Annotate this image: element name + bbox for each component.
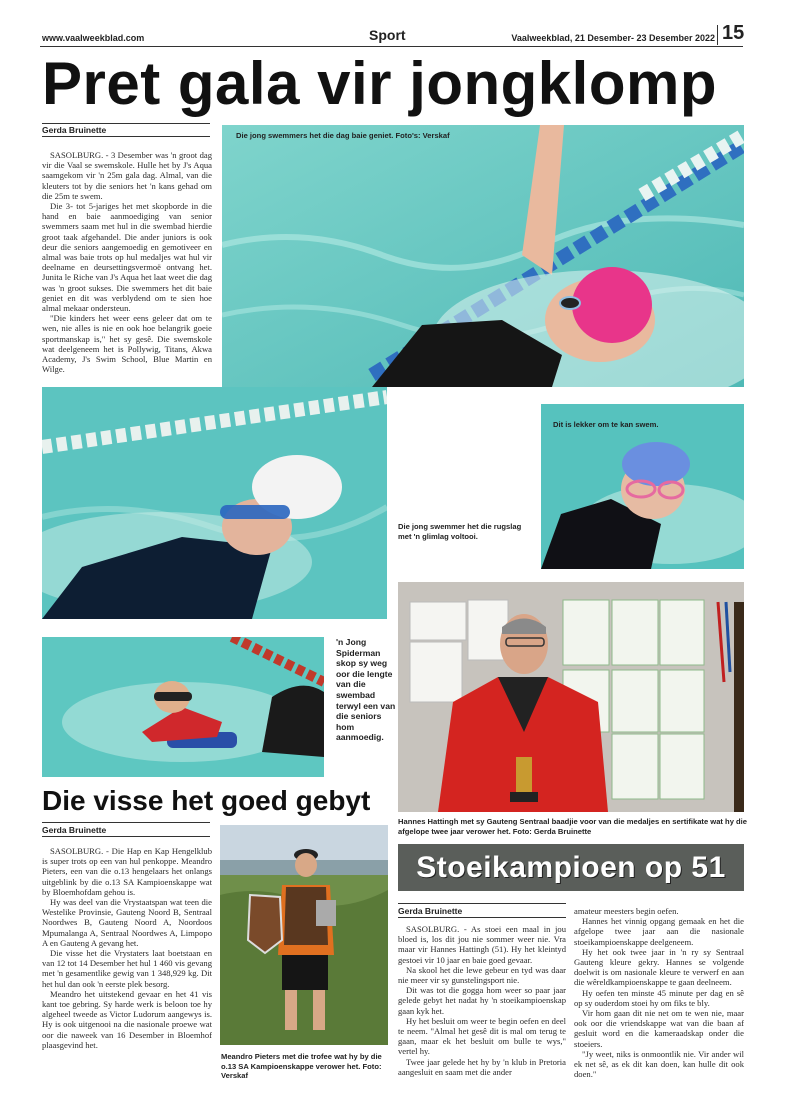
article2-byline: Gerda Bruinette [42, 825, 107, 835]
article2-paragraph: SASOLBURG. - Die Hap en Kap Hengelklub is super trots op een van hul penkoppe. Meandro Pieters, een van die o.13 hengelaars het onlangs uitgeblink by die o.13 SA Kampioenskappe wat by Bloemhofdam gehou is. [42, 846, 212, 897]
page-number: 15 [722, 22, 745, 44]
main-swimmer-photo [222, 125, 744, 387]
article3-paragraph: Hy oefen ten minste 45 minute per dag en sê op sy ouderdom stoei hy om fiks te bly. [574, 987, 744, 1008]
article3-byline: Gerda Bruinette [398, 906, 463, 916]
issue-date: Vaalweekblad, 21 Desember- 23 Desember 2022 [511, 33, 715, 43]
article3-paragraph: Twee jaar gelede het hy by 'n klub in Pretoria aangesluit en saam met die ander [398, 1056, 566, 1077]
article2-body [42, 846, 212, 1050]
byline-rule [398, 917, 566, 918]
article2-headline: Die visse het goed gebyt [42, 785, 371, 816]
meandro-caption: Meandro Pieters met die trofee wat hy by die o.13 SA Kampioenskappe verower het. Foto: Verskaf [221, 1052, 382, 1081]
article3-paragraph: Hy het ook twee jaar in 'n ry sy Sentraal Gauteng kleure gekry. Hannes se volgende doelwit is om nasionale kleure te verwerf en aan die wêreldkampioenskappe te gaan deelneem. [574, 946, 744, 988]
article3-body-col2 [574, 906, 744, 1079]
article3-headline: Stoeikampioen op 51 [416, 851, 726, 884]
main-photo-caption: Die jong swemmers het die dag baie geniet. Foto's: Verskaf [236, 131, 450, 140]
website-url: www.vaalweekblad.com [42, 33, 145, 43]
byline-rule [42, 136, 210, 137]
backstroke-caption: Die jong swemmer het die rugslag met 'n glimlag voltooi. [398, 522, 522, 541]
article1-body [42, 150, 212, 374]
article3-paragraph: amateur meesters begin oefen. [574, 906, 679, 916]
article2-paragraph: Hy was deel van die Vrystaatspan wat teen die Westelike Provinsie, Gauteng Noord B, Sentraal Noordwes B, Gauteng Noord A, Noordoos Mpumalanga A, Sentraal Noordwes A, Limpopo A en Gauteng A gevang het. [42, 897, 212, 948]
article3-body-col1 [398, 924, 566, 1077]
article2-paragraph: Die visse het die Vrystaters laat boetstaan en van 12 tot 14 Desember het hul 1 460 vis gevang met 'n gesamentlike gewig van 1 348,929 kg. Dit het hul dan ook 'n eerste plek besorg. [42, 948, 212, 989]
hannes-photo-caption: Hannes Hattingh met sy Gauteng Sentraal baadjie voor van die medaljes en sertifikate wat hy die afgelope twee jaar verower het. Foto: Gerda Bruinette [398, 817, 747, 836]
blue-cap-caption: Dit is lekker om te kan swem. [553, 420, 659, 429]
article3-paragraph: "Jy weet, niks is onmoontlik nie. Vir ander wil ek net sê, as ek dit kan doen, kan hulle dit ook doen." [574, 1048, 744, 1080]
article1-byline: Gerda Bruinette [42, 125, 107, 135]
article3-paragraph: Vir hom gaan dit nie net om te wen nie, maar ook oor die vriendskappe wat van die baan af gesluit word en die kameraadskap onder die stoeiers. [574, 1008, 744, 1049]
article3-paragraph: SASOLBURG. - As stoei een maal in jou bloed is, los dit jou nie sommer weer nie. Vra maar vir Hannes Hattingh (51). Hy het kleintyd gestoei vir 10 jaar en baie goed gevaar. [398, 924, 566, 965]
section-label: Sport [369, 27, 406, 43]
hannes-medals-photo [398, 582, 744, 812]
spiderman-swimmer-photo [42, 637, 324, 777]
article3-paragraph: Dit was tot die gogga hom weer so paar jaar gelede gebyt het nadat hy 'n stoeikampioenskap gaan kyk het. [398, 985, 566, 1016]
header-rule [40, 46, 743, 47]
article3-paragraph: Na skool het die lewe gebeur en tyd was daar nie meer vir sy gunstelingsport nie. [398, 964, 566, 986]
byline-rule [42, 836, 210, 837]
stoeikampioen-banner [398, 844, 744, 891]
white-cap-swimmer-photo [42, 387, 387, 619]
article2-paragraph: Meandro het uitstekend gevaar en het 41 vis kant toe gebring. Sy harde werk is beloon toe hy algeheel tweede as Victor Ludorum aangewys is. Hy is ook uitgenooi na die nasionale proewe wat oor die naweek van 16 Desember in Bloemhof plaasgevind het. [42, 988, 212, 1050]
header-divider [717, 25, 718, 45]
article3-paragraph: Hannes het vinnig opgang gemaak en het die afgelope twee jaar aan die nasionale stoeikampioenskappe deelgeneem. [574, 916, 744, 947]
byline-rule [42, 123, 210, 124]
meandro-trophy-photo [220, 825, 388, 1045]
article1-paragraph: SASOLBURG. - 3 Desember was 'n groot dag vir die Vaal se swemskole. Hulle het by J's Aqua saamgekom vir 'n 25m gala dag. Almal, van die kleuters tot by die seniors het 'n kans gehad om die 25m te swem. [42, 150, 212, 201]
article1-paragraph: "Die kinders het weer eens geleer dat om te wen, nie alles is nie en ook hoe belangrik goeie sportmanskap is," het sy gesê. Die swemskole wat deelgeneem het is Pollywig, Titans, Akwa Academy, J's Swim School, Blue Martin en Wilge. [42, 313, 212, 375]
article1-paragraph: Die 3- tot 5-jariges het met skopborde in die hand en baie aanmoediging van senior swemmers saam met hul in die swembad hierdie groot taak afgehandel. Die ander juniors is ook deur die seniors aangemoedig en gemotiveer en almal was baie trots op hul medaljes wat hul vir deelname en deursettingsvermoë ontvang het. Junita le Riche van J's Aqua het laat weet die dag was 'n groot sukses. Die swemmers het dit baie geniet en dit was verblydend om te sien hoe almal mekaar ondersteun. [42, 201, 212, 314]
byline-rule [398, 903, 566, 904]
byline-rule [42, 822, 210, 823]
article1-headline: Pret gala vir jongklomp [42, 50, 717, 117]
spiderman-caption: 'n Jong Spiderman skop sy weg oor die lengte van die swembad terwyl een van die seniors hom aanmoedig. [336, 637, 396, 743]
article3-paragraph: Hy het besluit om weer te begin oefen en deel te neem. "Almal het gesê dit is mal om terug te gaan, maar ek het besluit om bulle te wys," vertel hy. [398, 1015, 566, 1057]
